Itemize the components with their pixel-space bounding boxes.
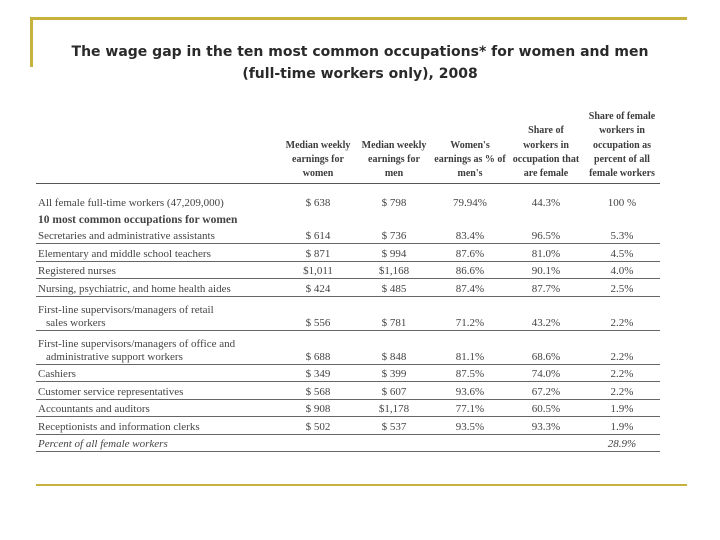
table-cell: $ 349 <box>280 364 356 382</box>
table-cell: $ 485 <box>356 279 432 297</box>
column-header-women-earnings: Median weekly earnings for women <box>280 110 356 184</box>
table-cell: 87.7% <box>508 279 584 297</box>
table-cell: 100 % <box>607 197 637 210</box>
table-row <box>36 399 660 417</box>
table-cell: 87.6% <box>432 244 508 262</box>
table-cell-label <box>36 296 280 330</box>
occupation-label: Secretaries and administrative assistants <box>38 230 215 243</box>
table-cell: 2.2% <box>584 364 660 382</box>
table-cell: $1,011 <box>280 261 356 279</box>
slide-left-bar <box>30 17 33 67</box>
column-header-men-earnings: Median weekly earnings for men <box>356 110 432 184</box>
table-cell: $1,168 <box>356 261 432 279</box>
table-cell: 74.0% <box>508 364 584 382</box>
table-cell: 1.9% <box>584 399 660 417</box>
table-cell-label: Percent of all female workers <box>36 434 280 452</box>
table-row <box>36 382 660 400</box>
table-cell: $ 908 <box>280 399 356 417</box>
table-cell: $ 638 <box>305 197 331 210</box>
table-cell <box>356 434 432 452</box>
table-cell: $ 502 <box>280 417 356 435</box>
table-cell: 87.5% <box>432 364 508 382</box>
table-cell: $1,178 <box>356 399 432 417</box>
occupation-label: Cashiers <box>38 368 76 381</box>
total-row <box>36 434 660 452</box>
table-cell: 67.2% <box>508 382 584 400</box>
table-cell: 2.2% <box>584 382 660 400</box>
column-header-share-of-female-workers: Share of female workers in occupation as percent of all female workers <box>584 110 660 184</box>
table-cell: 4.5% <box>584 244 660 262</box>
wage-gap-table <box>36 110 660 452</box>
table-cell: 44.3% <box>531 197 561 210</box>
table-cell: $ 798 <box>381 197 407 210</box>
table-cell: 2.5% <box>584 279 660 297</box>
table-row <box>36 296 660 330</box>
table-cell-label <box>36 330 280 364</box>
table-cell: $ 614 <box>280 227 356 244</box>
occupation-label: First-line supervisors/managers of retail <box>38 303 214 316</box>
table-cell: 93.6% <box>432 382 508 400</box>
table-cell-label <box>36 279 280 297</box>
table-cell: $ 424 <box>280 279 356 297</box>
occupation-label: Elementary and middle school teachers <box>38 247 211 260</box>
table-cell <box>432 434 508 452</box>
occupation-label: Accountants and auditors <box>38 403 150 416</box>
section-heading-row <box>36 210 660 227</box>
table-row <box>36 261 660 279</box>
table-cell: 2.2% <box>584 330 660 364</box>
occupation-label: Customer service representatives <box>38 385 184 398</box>
table-row <box>36 330 660 364</box>
chart-title-line-2: (full-time workers only), 2008 <box>242 66 478 82</box>
table-row <box>36 279 660 297</box>
table-cell-label <box>36 382 280 400</box>
table-row <box>36 244 660 262</box>
table-cell: $ 781 <box>356 296 432 330</box>
table-cell: $ 556 <box>280 296 356 330</box>
table-cell-label <box>36 244 280 262</box>
table-cell-label <box>36 227 280 244</box>
table-cell: $ 607 <box>356 382 432 400</box>
table-cell: 28.9% <box>584 434 660 452</box>
slide-top-bar <box>32 17 687 20</box>
table-cell: 96.5% <box>508 227 584 244</box>
table-cell-label <box>36 364 280 382</box>
table-cell: 81.1% <box>432 330 508 364</box>
occupation-label-continued: administrative support workers <box>46 350 183 363</box>
table-cell: 93.3% <box>508 417 584 435</box>
table-cell: $ 736 <box>356 227 432 244</box>
table-cell: $ 568 <box>280 382 356 400</box>
table-row <box>36 227 660 244</box>
table-cell: 79.94% <box>453 197 487 210</box>
occupation-label: Receptionists and information clerks <box>38 420 200 433</box>
column-header-occupation <box>36 110 280 184</box>
table-cell: 86.6% <box>432 261 508 279</box>
table-cell: 68.6% <box>508 330 584 364</box>
column-header-earnings-ratio: Women's earnings as % of men's <box>432 110 508 184</box>
chart-title <box>40 41 680 85</box>
table-cell: 1.9% <box>584 417 660 435</box>
table-cell: $ 848 <box>356 330 432 364</box>
table-cell-label <box>36 399 280 417</box>
table-cell: 81.0% <box>508 244 584 262</box>
occupation-label: Registered nurses <box>38 265 116 278</box>
table-cell: $ 537 <box>356 417 432 435</box>
table-cell: 83.4% <box>432 227 508 244</box>
table-cell <box>508 434 584 452</box>
table-cell: $ 688 <box>280 330 356 364</box>
table-row <box>36 364 660 382</box>
table-cell-label: All female full-time workers (47,209,000) <box>38 197 224 210</box>
table-cell: 4.0% <box>584 261 660 279</box>
summary-row <box>36 184 660 211</box>
table-cell-label <box>36 261 280 279</box>
table-cell <box>280 434 356 452</box>
table-cell: 43.2% <box>508 296 584 330</box>
chart-title-line-1: The wage gap in the ten most common occupations* for women and men <box>71 44 649 60</box>
occupation-label-continued: sales workers <box>46 316 106 329</box>
table-cell: 60.5% <box>508 399 584 417</box>
table-cell: 93.5% <box>432 417 508 435</box>
table-cell: $ 399 <box>356 364 432 382</box>
occupation-label: First-line supervisors/managers of office and <box>38 337 236 350</box>
section-heading: 10 most common occupations for women <box>38 213 238 226</box>
table-row <box>36 417 660 435</box>
slide-bottom-bar <box>36 484 687 486</box>
table-cell: $ 994 <box>356 244 432 262</box>
table-cell: 2.2% <box>584 296 660 330</box>
table-header-row <box>36 110 660 184</box>
table-cell: 87.4% <box>432 279 508 297</box>
table-cell: 5.3% <box>584 227 660 244</box>
table-cell: $ 871 <box>280 244 356 262</box>
table-cell: 71.2% <box>432 296 508 330</box>
occupation-rows <box>36 227 660 435</box>
table-cell: 77.1% <box>432 399 508 417</box>
table-cell: 90.1% <box>508 261 584 279</box>
column-header-share-female: Share of workers in occupation that are female <box>508 110 584 184</box>
table-cell-label <box>36 417 280 435</box>
occupation-label: Nursing, psychiatric, and home health aides <box>38 282 231 295</box>
